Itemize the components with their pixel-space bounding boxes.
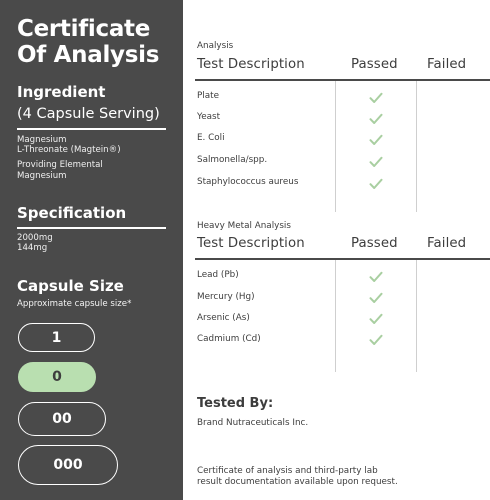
heavy-metal-header-rule — [195, 258, 490, 260]
heavy-metal-row-label: Arsenic (As) — [197, 313, 250, 323]
checkmark-icon — [369, 334, 383, 346]
heavy-metal-section-label: Heavy Metal Analysis — [197, 221, 291, 231]
checkmark-icon — [369, 292, 383, 304]
analysis-row-label: Plate — [197, 91, 220, 101]
heavy-metal-column-divider — [335, 260, 336, 372]
certificate-title — [17, 16, 182, 68]
ingredient-divider — [17, 128, 166, 130]
capsule-size-heading: Capsule Size — [17, 277, 124, 295]
heavy-metal-row-label: Mercury (Hg) — [197, 292, 255, 302]
specification-divider — [17, 227, 166, 229]
ingredient-line: L-Threonate (Magtein®) — [17, 145, 121, 155]
checkmark-icon — [369, 313, 383, 325]
ingredient-line: Magnesium — [17, 171, 67, 181]
ingredient-serving: (4 Capsule Serving) — [17, 106, 160, 122]
heavy-metal-row-label: Lead (Pb) — [197, 270, 239, 280]
heavy-metal-column-divider — [416, 260, 417, 372]
certificate-title-line-1: Certificate — [17, 16, 151, 42]
heavy-metal-col-failed: Failed — [427, 236, 467, 251]
heavy-metal-col-test-description: Test Description — [197, 236, 305, 251]
checkmark-icon — [369, 271, 383, 283]
analysis-row-label: Yeast — [197, 112, 221, 122]
tested-by-value: Brand Nutraceuticals Inc. — [197, 418, 309, 428]
checkmark-icon — [369, 178, 383, 190]
analysis-row-label: E. Coli — [197, 133, 225, 143]
analysis-col-test-description: Test Description — [197, 57, 305, 72]
left-panel — [0, 0, 183, 500]
analysis-column-divider — [335, 81, 336, 212]
specification-line: 2000mg — [17, 233, 53, 243]
analysis-col-passed: Passed — [351, 57, 398, 72]
analysis-column-divider — [416, 81, 417, 212]
checkmark-icon — [369, 113, 383, 125]
capsule-size-option-000[interactable]: 000 — [18, 445, 118, 485]
analysis-col-failed: Failed — [427, 57, 467, 72]
analysis-row-label: Staphylococcus aureus — [197, 177, 299, 187]
ingredient-line: Providing Elemental — [17, 160, 103, 170]
analysis-row-label: Salmonella/spp. — [197, 155, 268, 165]
specification-line: 144mg — [17, 243, 48, 253]
checkmark-icon — [369, 156, 383, 168]
specification-heading: Specification — [17, 204, 127, 222]
capsule-size-subtitle: Approximate capsule size* — [17, 299, 132, 309]
heavy-metal-row-label: Cadmium (Cd) — [197, 334, 261, 344]
capsule-size-option-0-selected[interactable]: 0 — [18, 362, 96, 392]
capsule-size-option-1[interactable]: 1 — [18, 323, 95, 352]
checkmark-icon — [369, 134, 383, 146]
ingredient-heading: Ingredient — [17, 83, 106, 101]
ingredient-line: Magnesium — [17, 135, 67, 145]
certificate-title-line-2: Of Analysis — [17, 42, 160, 68]
footnote-line-1: Certificate of analysis and third-party lab — [197, 466, 378, 476]
footnote-line-2: result documentation available upon request. — [197, 477, 398, 487]
analysis-header-rule — [195, 79, 490, 81]
capsule-size-option-00[interactable]: 00 — [18, 402, 106, 436]
footnote — [197, 466, 398, 488]
tested-by-heading: Tested By: — [197, 396, 274, 411]
checkmark-icon — [369, 92, 383, 104]
heavy-metal-col-passed: Passed — [351, 236, 398, 251]
analysis-section-label: Analysis — [197, 41, 234, 51]
